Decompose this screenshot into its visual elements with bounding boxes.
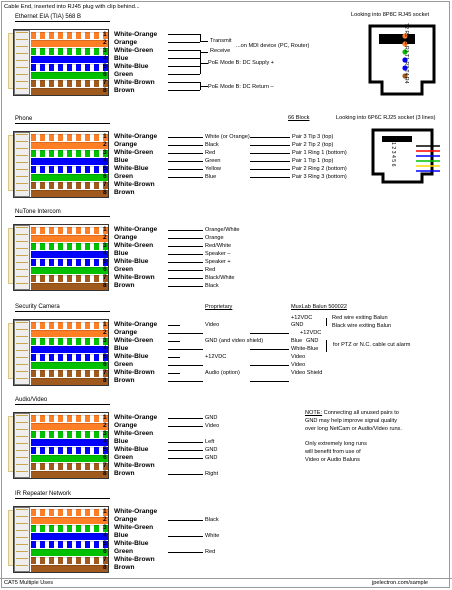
page-title: Cable End, inserted into RJ45 plug with clip behind... — [4, 4, 140, 10]
pin-number: 3 — [103, 149, 107, 156]
av-label: GND — [205, 415, 218, 421]
eth-line — [168, 66, 200, 67]
wire-3-phone — [31, 150, 108, 157]
wire-label: White-Blue — [114, 258, 149, 265]
balun-gnd-a: GND — [291, 322, 304, 328]
wire-label: Orange — [114, 516, 138, 523]
wire-label: White-Blue — [114, 165, 149, 172]
rj45-plug-phone — [14, 132, 30, 197]
pin-number: 2 — [103, 141, 107, 148]
wire-8-nutone — [31, 283, 108, 290]
wire-8-phone — [31, 190, 108, 197]
balun-red-wire: Red wire exiting Balun — [332, 315, 388, 321]
pin-number: 8 — [103, 564, 107, 571]
wire-4-nutone — [31, 251, 108, 258]
pin-number: 1 — [103, 414, 107, 421]
pin-number: 6 — [103, 71, 107, 78]
eth-line — [200, 41, 208, 42]
wire-2-nutone — [31, 235, 108, 242]
eth-line — [168, 82, 200, 83]
pin-number: 3 — [103, 430, 107, 437]
leader-line — [168, 426, 203, 427]
pin-number: 7 — [103, 556, 107, 563]
leader-line — [168, 169, 203, 170]
wire-label: White-Green — [114, 242, 154, 249]
pin-number: 3 — [103, 47, 107, 54]
eth-mdi: ...on MDI device (PC, Router) — [236, 43, 310, 49]
wire-1-audio — [31, 415, 108, 422]
sec-balun-heading: MuxLab Balun 500022 — [291, 304, 347, 310]
wire-1-nutone — [31, 227, 108, 234]
wire-label: White-Green — [114, 430, 154, 437]
balun-gnd-b: GND — [306, 338, 319, 344]
balun-12v-a: +12VDC — [291, 315, 313, 321]
wire-label: White-Orange — [114, 414, 158, 421]
wire-1-phone — [31, 134, 108, 141]
eth-poe-supply: PoE Mode B: DC Supply + — [208, 60, 275, 66]
leader-line — [168, 450, 203, 451]
balun-blue: Blue — [291, 338, 303, 344]
leader-line — [168, 357, 180, 358]
wire-label: Brown — [114, 189, 135, 196]
rj45-plug-ir — [14, 507, 30, 572]
av-note2-line-3: Video or Audio Baluns — [305, 457, 360, 463]
wire-label: White-Green — [114, 337, 154, 344]
av-note-line-1 — [305, 410, 399, 417]
wire-6-security — [31, 362, 108, 369]
pin-number: 5 — [103, 258, 107, 265]
leader-line — [168, 137, 203, 138]
nutone-label: Orange — [205, 235, 224, 241]
wire-7-phone — [31, 182, 108, 189]
leader-line — [168, 153, 203, 154]
section-underline — [15, 21, 110, 22]
leader-line — [168, 325, 180, 326]
wire-3-ethernet — [31, 48, 108, 55]
wire-label: Brown — [114, 564, 135, 571]
wire-2-security — [31, 330, 108, 337]
leader-line — [168, 286, 203, 287]
ir-label: Black — [205, 517, 219, 523]
rj25-socket-icon — [368, 126, 444, 186]
pin-number: 5 — [103, 63, 107, 70]
leader-line — [168, 177, 203, 178]
wire-8-security — [31, 378, 108, 385]
wire-5-ethernet — [31, 64, 108, 71]
eth-line — [168, 58, 200, 59]
wire-label: White-Orange — [114, 31, 158, 38]
leader-line — [250, 145, 290, 146]
eth-receive: Receive — [210, 48, 231, 54]
wire-label: White-Blue — [114, 540, 149, 547]
av-label: Right — [205, 471, 219, 477]
pin-number: 1 — [103, 226, 107, 233]
eth-bracket — [200, 58, 201, 74]
wire-label: Brown — [114, 377, 135, 384]
wire-label: White-Brown — [114, 181, 155, 188]
leader-line — [168, 278, 203, 279]
phone-color: Red — [205, 150, 216, 156]
wire-label: Blue — [114, 532, 129, 539]
pin-number: 7 — [103, 79, 107, 86]
pin-number: 6 — [103, 361, 107, 368]
eth-line — [200, 52, 208, 53]
wire-4-ethernet — [31, 56, 108, 63]
leader-line — [168, 333, 203, 334]
leader-line — [250, 381, 289, 382]
rj45-plug-nutone — [14, 225, 30, 290]
eth-line — [200, 86, 208, 87]
nutone-label: Black — [205, 283, 219, 289]
balun-bracket — [326, 340, 327, 352]
wire-label: White-Green — [114, 524, 154, 531]
pin-number: 2 — [103, 234, 107, 241]
wire-label: Orange — [114, 39, 138, 46]
wire-label: White-Blue — [114, 353, 149, 360]
leader-line — [168, 373, 180, 374]
pin-number: 8 — [103, 189, 107, 196]
leader-line — [168, 262, 203, 263]
nutone-label: Speaker – — [205, 251, 231, 257]
leader-line — [168, 254, 203, 255]
av-label: Video — [205, 423, 220, 429]
pin-number: 3 — [103, 242, 107, 249]
pin-number: 7 — [103, 274, 107, 281]
pin-number: 3 — [103, 524, 107, 531]
pin-number: 4 — [103, 532, 107, 539]
footer-right: jpelectron.com/sample — [372, 580, 428, 586]
wire-label: White-Orange — [114, 226, 158, 233]
plug-contacts — [16, 509, 28, 570]
leader-line — [168, 474, 203, 475]
sec-video: Video — [205, 322, 220, 328]
eth-line — [200, 63, 208, 64]
leader-line — [168, 365, 203, 366]
leader-line — [168, 270, 203, 271]
wire-7-security — [31, 370, 108, 377]
section-underline — [15, 216, 110, 217]
eth-line — [168, 34, 200, 35]
pin-number: 5 — [103, 353, 107, 360]
pin-number: 7 — [103, 369, 107, 376]
section-heading-ir: IR Repeater Network — [15, 491, 72, 497]
wire-3-audio — [31, 431, 108, 438]
pin-number: 2 — [103, 329, 107, 336]
leader-line — [168, 349, 203, 350]
leader-line — [168, 536, 203, 537]
wire-4-phone — [31, 158, 108, 165]
av-label: GND — [205, 455, 218, 461]
wire-label: Green — [114, 173, 134, 180]
wire-8-audio — [31, 471, 108, 478]
eth-line — [168, 42, 200, 43]
leader-line — [168, 381, 203, 382]
section-heading-ethernet: Ethernet EIA (TIA) 568 B — [15, 14, 82, 20]
phone-pair: Pair 3 Ring 3 (bottom) — [292, 174, 347, 180]
pin-number: 8 — [103, 87, 107, 94]
wire-8-ethernet — [31, 88, 108, 95]
pin-number: 6 — [103, 266, 107, 273]
pin-number: 8 — [103, 282, 107, 289]
wire-label: White-Blue — [114, 446, 149, 453]
pin-number: 1 — [103, 133, 107, 140]
nutone-label: Black/White — [205, 275, 235, 281]
wire-7-audio — [31, 463, 108, 470]
av-note-line-2: GND may help improve signal quality — [305, 418, 398, 424]
phone-color: Black — [205, 142, 219, 148]
rj45-plug-audio — [14, 413, 30, 478]
leader-line — [168, 418, 203, 419]
pin-number: 4 — [103, 345, 107, 352]
leader-line — [168, 552, 203, 553]
plug-contacts — [16, 415, 28, 476]
pin-number: 2 — [103, 39, 107, 46]
phone-color: Blue — [205, 174, 217, 180]
phone-66-block: 66 Block — [288, 115, 310, 121]
section-heading-audio: Audio/Video — [15, 397, 48, 403]
section-underline — [15, 404, 110, 405]
phone-color: Green — [205, 158, 221, 164]
balun-black-wire: Black wire exiting Balun — [332, 323, 392, 329]
phone-pair: Pair 2 Ring 2 (bottom) — [292, 166, 347, 172]
wire-label: White-Brown — [114, 462, 155, 469]
balun-video-a: Video — [291, 362, 306, 368]
wire-4-audio — [31, 439, 108, 446]
wire-label: Brown — [114, 87, 135, 94]
leader-line — [250, 169, 290, 170]
pin-number: 4 — [103, 157, 107, 164]
pin-number: 4 — [103, 55, 107, 62]
wire-label: Brown — [114, 282, 135, 289]
wire-label: White-Brown — [114, 556, 155, 563]
wire-label: Green — [114, 71, 134, 78]
phone-color: Yellow — [205, 166, 221, 172]
wire-2-ir — [31, 517, 108, 524]
wire-label: Orange — [114, 329, 138, 336]
leader-line — [250, 365, 289, 366]
wire-3-security — [31, 338, 108, 345]
wire-label: Blue — [114, 55, 129, 62]
av-note2-line-1: Only extremely long runs — [305, 441, 367, 447]
wire-5-phone — [31, 166, 108, 173]
leader-line — [168, 442, 203, 443]
plug-contacts — [16, 322, 28, 383]
section-heading-phone: Phone — [15, 116, 33, 122]
wire-2-ethernet — [31, 40, 108, 47]
wire-5-security — [31, 354, 108, 361]
wire-label: White-Green — [114, 47, 154, 54]
pin-number: 4 — [103, 438, 107, 445]
wire-1-ethernet — [31, 32, 108, 39]
balun-12v-b: +12VDC — [300, 330, 322, 336]
pin-number: 6 — [103, 454, 107, 461]
wire-label: Blue — [114, 438, 129, 445]
leader-line — [250, 161, 290, 162]
wire-label: Orange — [114, 422, 138, 429]
wire-label: Orange — [114, 234, 138, 241]
wire-6-audio — [31, 455, 108, 462]
av-note-line-3: over long NetCam or Audio/Video runs. — [305, 426, 402, 432]
plug-contacts — [16, 32, 28, 93]
phone-pair: Pair 1 Tip 1 (top) — [292, 158, 334, 164]
pin-number: 1 — [103, 508, 107, 515]
eth-transmit: Transmit — [210, 38, 232, 44]
wire-label: White-Orange — [114, 508, 158, 515]
leader-line — [250, 137, 290, 138]
leader-line — [168, 238, 203, 239]
leader-line — [168, 161, 203, 162]
wire-4-ir — [31, 533, 108, 540]
rj25-pin-labels: 1 2 3 4 5 6 — [390, 142, 396, 167]
wire-label: Brown — [114, 470, 135, 477]
footer-left: CAT5 Multiple Uses — [4, 580, 54, 586]
pin-number: 8 — [103, 377, 107, 384]
sec-12v: +12VDC — [205, 354, 227, 360]
leader-line — [168, 458, 203, 459]
wire-6-phone — [31, 174, 108, 181]
pin-number: 1 — [103, 31, 107, 38]
nutone-label: Red/White — [205, 243, 232, 249]
section-underline — [15, 498, 110, 499]
wire-label: Orange — [114, 141, 138, 148]
wire-label: Green — [114, 361, 134, 368]
wire-label: Blue — [114, 250, 129, 257]
section-heading-nutone: NuTone Intercom — [15, 209, 61, 215]
wire-2-audio — [31, 423, 108, 430]
av-note-label: NOTE: — [305, 410, 323, 416]
rj45-plug-security — [14, 320, 30, 385]
leader-line — [168, 520, 203, 521]
ir-label: Red — [205, 549, 216, 555]
wire-3-ir — [31, 525, 108, 532]
wire-label: White-Brown — [114, 79, 155, 86]
wire-label: Blue — [114, 157, 129, 164]
eth-socket-heading: Looking into 8P8C RJ45 socket — [351, 12, 430, 18]
balun-ptz: for PTZ or N.C. cable cut alarm — [333, 342, 411, 348]
section-heading-security: Security Camera — [15, 304, 60, 310]
pin-number: 5 — [103, 540, 107, 547]
balun-video-shield: Video Shield — [291, 370, 323, 376]
wire-7-nutone — [31, 275, 108, 282]
pin-number: 6 — [103, 173, 107, 180]
pin-number: 2 — [103, 516, 107, 523]
eth-line — [168, 90, 200, 91]
pin-number: 5 — [103, 165, 107, 172]
phone-color: White (or Orange) — [205, 134, 250, 140]
pin-number: 6 — [103, 548, 107, 555]
plug-contacts — [16, 227, 28, 288]
leader-line — [168, 230, 203, 231]
rj45-plug-ethernet — [14, 30, 30, 95]
leader-line — [168, 145, 203, 146]
ir-label: White — [205, 533, 220, 539]
eth-poe-return: PoE Mode B: DC Return – — [208, 84, 274, 90]
leader-line — [250, 153, 290, 154]
wire-6-nutone — [31, 267, 108, 274]
wire-8-ir — [31, 565, 108, 572]
wire-label: White-Brown — [114, 274, 155, 281]
wire-7-ir — [31, 557, 108, 564]
av-label: GND — [205, 447, 218, 453]
wire-label: White-Brown — [114, 369, 155, 376]
wire-label: White-Orange — [114, 133, 158, 140]
wire-label: Green — [114, 548, 134, 555]
pin-number: 7 — [103, 462, 107, 469]
pin-number: 4 — [103, 250, 107, 257]
rj45-pin-labels: T2 R2 T3 R1 T1 R3 T4 R4 — [403, 23, 409, 84]
wire-6-ethernet — [31, 72, 108, 79]
sec-audio: Audio (option) — [205, 370, 240, 376]
wire-1-security — [31, 322, 108, 329]
leader-line — [250, 349, 289, 350]
wire-label: White-Blue — [114, 63, 149, 70]
wire-5-ir — [31, 541, 108, 548]
pin-number: 1 — [103, 321, 107, 328]
wire-label: White-Orange — [114, 321, 158, 328]
wire-3-nutone — [31, 243, 108, 250]
nutone-label: Speaker + — [205, 259, 231, 265]
nutone-label: Orange/White — [205, 227, 240, 233]
leader-line — [168, 246, 203, 247]
leader-line — [250, 333, 289, 334]
sec-gnd: GND (and video shield) — [205, 338, 264, 344]
wire-5-nutone — [31, 259, 108, 266]
wire-2-phone — [31, 142, 108, 149]
pin-number: 7 — [103, 181, 107, 188]
pin-number: 8 — [103, 470, 107, 477]
wire-label: Blue — [114, 345, 129, 352]
phone-socket-heading: Looking into 6P6C RJ25 socket (3 lines) — [336, 115, 436, 121]
leader-line — [168, 341, 180, 342]
eth-line — [168, 50, 200, 51]
wire-label: Green — [114, 266, 134, 273]
phone-pair: Pair 2 Tip 2 (top) — [292, 142, 334, 148]
section-underline — [15, 123, 110, 124]
phone-pair: Pair 3 Tip 3 (top) — [292, 134, 334, 140]
balun-bracket — [326, 318, 327, 326]
leader-line — [250, 177, 290, 178]
balun-video-b: Video — [291, 354, 306, 360]
wire-5-audio — [31, 447, 108, 454]
eth-line — [168, 74, 200, 75]
plug-contacts — [16, 134, 28, 195]
pin-number: 3 — [103, 337, 107, 344]
balun-white-blue: White-Blue — [291, 346, 319, 352]
wire-label: Green — [114, 454, 134, 461]
av-note2-line-2: will benefit from use of — [305, 449, 361, 455]
wire-label: White-Green — [114, 149, 154, 156]
wire-1-ir — [31, 509, 108, 516]
av-label: Left — [205, 439, 215, 445]
section-underline — [15, 311, 110, 312]
pin-number: 2 — [103, 422, 107, 429]
wire-7-ethernet — [31, 80, 108, 87]
nutone-label: Red — [205, 267, 216, 273]
pin-number: 5 — [103, 446, 107, 453]
wire-4-security — [31, 346, 108, 353]
av-note-text: Connecting all unused pairs to — [322, 410, 399, 416]
sec-proprietary-heading: Proprietary — [205, 304, 233, 310]
phone-pair: Pair 1 Ring 1 (bottom) — [292, 150, 347, 156]
wire-6-ir — [31, 549, 108, 556]
